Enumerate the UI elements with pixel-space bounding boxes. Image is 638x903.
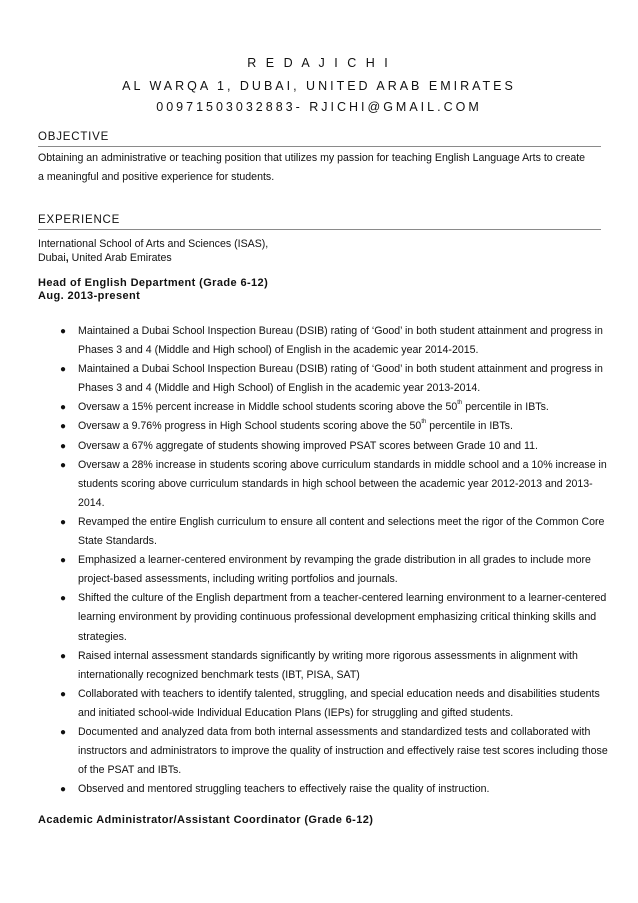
candidate-name: R E D A J I C H I [247, 56, 391, 70]
bullet-icon: ● [60, 364, 67, 376]
employer-name: International School of Arts and Sciences (ISAS), [38, 238, 269, 250]
bullet-icon: ● [60, 593, 67, 605]
list-item: ● Collaborated with teachers to identify talented, struggling, and special education needs and disabilities students and initiated school-wide Individual Education Plans (IEPs) for struggling and gifted students. [0, 685, 608, 723]
objective-text-line1: Obtaining an administrative or teaching position that utilizes my passion for teaching English Language Arts to create [38, 152, 586, 164]
objective-heading: OBJECTIVE [38, 131, 110, 143]
list-item: ● Maintained a Dubai School Inspection Bureau (DSIB) rating of ‘Good’ in both student attainment and progress in Phases 3 and 4 (Middle and High school) of English in the academic year 2014-2015. [0, 322, 608, 360]
list-item: ● Revamped the entire English curriculum to ensure all content and selections meet the rigor of the Common Core State Standards. [0, 513, 608, 551]
bullet-icon: ● [60, 421, 67, 433]
employer-country: United Arab Emirates [71, 252, 172, 264]
bullet-icon: ● [60, 516, 67, 528]
experience-heading: EXPERIENCE [38, 214, 121, 226]
bullet-icon: ● [60, 784, 67, 796]
list-item: ● Oversaw a 15% percent increase in Middle school students scoring above the 50th percentile in IBTs. [0, 398, 608, 417]
candidate-contact: 00971503032883- RJICHI@GMAIL.COM [156, 100, 482, 114]
list-item: ● Observed and mentored struggling teachers to effectively raise the quality of instruction. [0, 780, 608, 799]
employer-location: Dubai, United Arab Emirates [38, 252, 172, 264]
bullet-icon: ● [60, 555, 67, 567]
list-item: ● Oversaw a 28% increase in students scoring above curriculum standards in middle school and a 10% increase in students scoring above curriculum standards in high school between the academic year 2012-2013 and 2013-2014. [0, 456, 608, 513]
role-title-1: Head of English Department (Grade 6-12) [38, 277, 269, 289]
objective-text-line2: a meaningful and positive experience for students. [38, 171, 275, 183]
candidate-address: AL WARQA 1, DUBAI, UNITED ARAB EMIRATES [122, 79, 516, 93]
list-item: ● Documented and analyzed data from both internal assessments and standardized tests and collaborated with instructors and administrators to improve the quality of instruction and effectively raise test scores including those of the PSAT and IBTs. [0, 723, 608, 780]
bullet-icon: ● [60, 688, 67, 700]
employer-city: Dubai [38, 252, 66, 264]
list-item: ● Emphasized a learner-centered environment by revamping the grade distribution in all grades to include more project-based assessments, including writing portfolios and journals. [0, 551, 608, 589]
role-title-2: Academic Administrator/Assistant Coordinator (Grade 6-12) [38, 814, 374, 826]
bullet-icon: ● [60, 440, 67, 452]
role-1-achievements [0, 322, 638, 799]
experience-divider [38, 229, 601, 230]
objective-divider [38, 146, 601, 147]
bullet-icon: ● [60, 459, 67, 471]
bullet-icon: ● [60, 726, 67, 738]
list-item: ● Maintained a Dubai School Inspection Bureau (DSIB) rating of ‘Good’ in both student attainment and progress in Phases 3 and 4 (Middle and High School) of English in the academic year 2013-2014. [0, 360, 608, 398]
list-item: ● Raised internal assessment standards significantly by writing more rigorous assessments in alignment with internationally recognized benchmark tests (IBT, PISA, SAT) [0, 647, 608, 685]
bullet-icon: ● [60, 402, 67, 414]
list-item: ● Shifted the culture of the English department from a teacher-centered learning environment to a learner-centered learning environment by providing continuous professional development emphasizing critical thinking skills and strategies. [0, 589, 608, 646]
bullet-icon: ● [60, 650, 67, 662]
list-item: ● Oversaw a 9.76% progress in High School students scoring above the 50th percentile in IBTs. [0, 417, 608, 436]
bullet-icon: ● [60, 326, 67, 337]
role-dates-1: Aug. 2013-present [38, 290, 141, 302]
list-item: ● Oversaw a 67% aggregate of students showing improved PSAT scores between Grade 10 and 11. [0, 437, 608, 456]
